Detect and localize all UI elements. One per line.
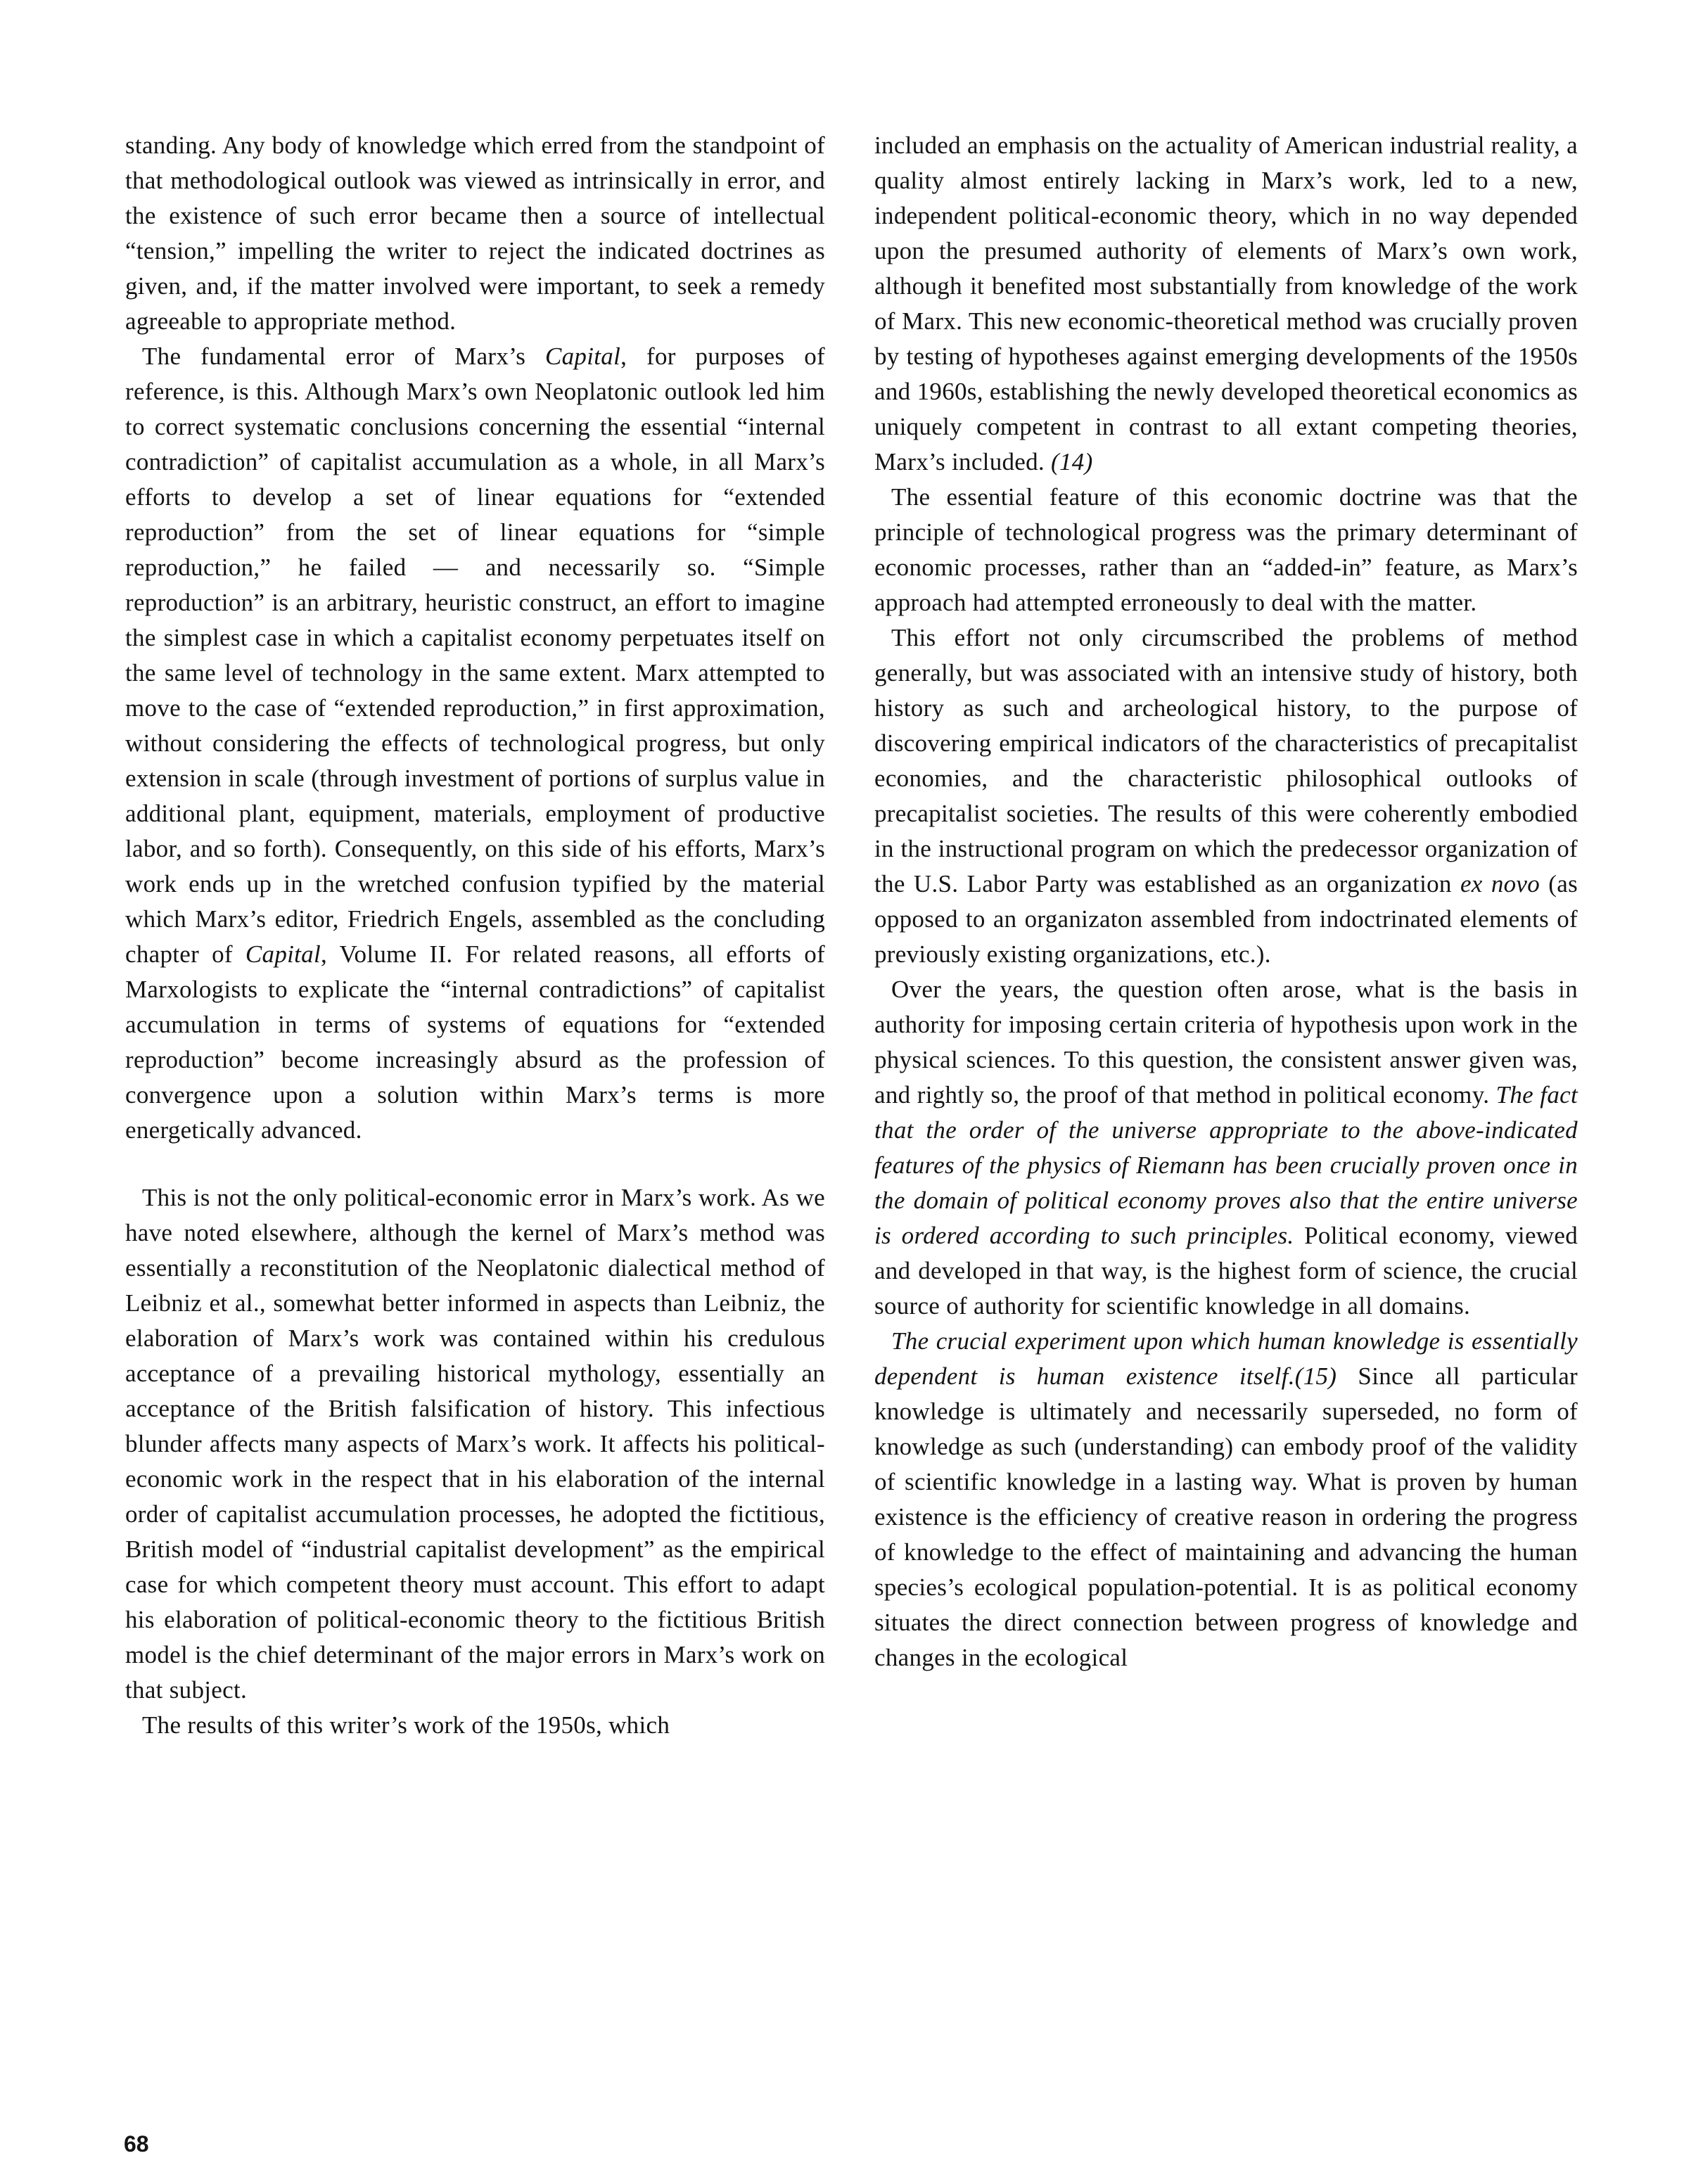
paragraph-right-3: This effort not only circumscribed the problems of method generally, but was associated with an intensive study of history, both history as such and archeological history, to the purpose of discovering empirical indicators of the characteristics of precapitalist economies, and the characteristic philosophical outlooks of precapitalist societies. The results of this were coherently embodied in the instructional program on which the predecessor organization of the U.S. Labor Party was established as an organization ex novo (as opposed to an organizaton assembled from indoctrinated elements of previously existing organizations, etc.). [874, 624, 1578, 968]
paragraph-right-5: The crucial experiment upon which human knowledge is essentially dependent is human existence itself.(15) Since all particular knowledge is ultimately and necessarily superseded, no form of knowledge as such (understanding) can embody proof of the validity of scientific knowledge in a lasting way. What is proven by human existence is the efficiency of creative reason in ordering the progress of knowledge to the effect of maintaining and advancing the human species’s ecological population-potential. It is as political economy situates the direct connection between progress of knowledge and changes in the ecological [874, 1327, 1578, 1671]
paragraph-left-4: The results of this writer’s work of the 1950s, which [142, 1711, 670, 1739]
right-column [874, 128, 1578, 1675]
paragraph-right-2: The essential feature of this economic doctrine was that the principle of technological progress was the primary determinant of economic processes, rather than an “added-in” feature, as Marx’s approach had attempted erroneously to deal with the matter. [874, 483, 1578, 616]
paragraph-right-4: Over the years, the question often arose, what is the basis in authority for imposing certain criteria of hypothesis upon work in the physical sciences. To this question, the consistent answer given was, and rightly so, the proof of that method in political economy. The fact that the order of the universe appropriate to the above-indicated features of the physics of Riemann has been crucially proven once in the domain of political economy proves also that the entire universe is ordered according to such principles. Political economy, viewed and developed in that way, is the highest form of science, the crucial source of authority for scientific knowledge in all domains. [874, 976, 1578, 1320]
paragraph-left-1: standing. Any body of knowledge which erred from the standpoint of that methodological outlook was viewed as intrinsically in error, and the existence of such error became then a source of intellectual “tension,” impelling the writer to reject the indicated doctrines as given, and, if the matter involved were important, to seek a remedy agreeable to appropriate method. [125, 132, 825, 335]
paragraph-left-2: The fundamental error of Marx’s Capital, for purposes of reference, is this. Although Marx’s own Neoplatonic outlook led him to correct systematic conclusions concerning the essential “internal contradiction” of capitalist accumulation as a whole, in all Marx’s efforts to develop a set of linear equations for “extended reproduction” from the set of linear equations for “simple reproduction,” he failed — and necessarily so. “Simple reproduction” is an arbitrary, heuristic construct, an effort to imagine the simplest case in which a capitalist economy perpetuates itself on the same level of technology in the same extent. Marx attempted to move to the case of “extended reproduction,” in first approximation, without considering the effects of technological progress, but only extension in scale (through investment of portions of surplus value in additional plant, equipment, materials, employment of productive labor, and so forth). Consequently, on this side of his efforts, Marx’s work ends up in the wretched confusion typified by the material which Marx’s editor, Friedrich Engels, assembled as the concluding chapter of Capital, Volume II. For related reasons, all efforts of Marxologists to explicate the “internal contradictions” of capitalist accumulation in terms of systems of equations for “extended reproduction” become increasingly absurd as the profession of convergence upon a solution within Marx’s terms is more energetically advanced. [125, 343, 825, 1144]
paragraph-right-1: included an emphasis on the actuality of American industrial reality, a quality almost entirely lacking in Marx’s work, led to a new, independent political-economic theory, which in no way depended upon the presumed authority of elements of Marx’s own work, although it benefited most substantially from knowledge of the work of Marx. This new economic-theoretical method was crucially proven by testing of hypotheses against emerging developments of the 1950s and 1960s, establishing the newly developed theoretical economics as uniquely competent in contrast to all extant competing theories, Marx’s included. (14) [874, 132, 1578, 475]
page-number: 68 [124, 2131, 149, 2157]
left-column [125, 128, 825, 1743]
paragraph-left-3: This is not the only political-economic error in Marx’s work. As we have noted elsewhere, although the kernel of Marx’s method was essentially a reconstitution of the Neoplatonic dialectical method of Leibniz et al., somewhat better informed in aspects than Leibniz, the elaboration of Marx’s work was contained within his credulous acceptance of a prevailing historical mythology, essentially an acceptance of the British falsification of history. This infectious blunder affects many aspects of Marx’s work. It affects his political-economic work in the respect that in his elaboration of the internal order of capitalist accumulation processes, he adopted the fictitious, British model of “industrial capitalist development” as the empirical case for which competent theory must account. This effort to adapt his elaboration of political-economic theory to the fictitious British model is the chief determinant of the major errors in Marx’s work on that subject. [125, 1184, 825, 1704]
